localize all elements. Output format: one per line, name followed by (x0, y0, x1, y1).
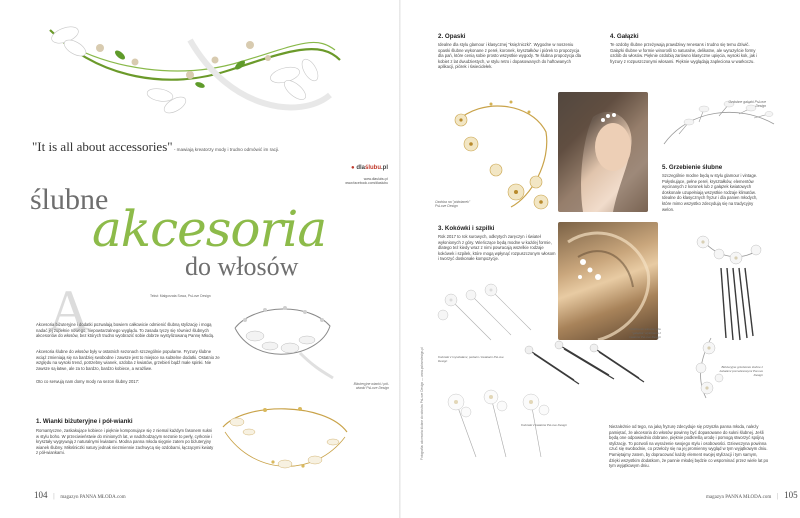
title-line-3: do włosów (185, 252, 299, 281)
photo-credit-vertical: Fotografia: akcesoria ślubne do włosów PsLove Design — www.pslovedesign.pl (420, 347, 424, 460)
intro-paragraph-3: Oto co serwują nam domy mody na sezon ślubny 2017: (36, 379, 140, 384)
section-3-heading: 3. Kokówki i szpilki (438, 225, 495, 232)
drop-cap-letter: A (48, 278, 90, 343)
left-page-number: 104 (34, 490, 48, 500)
section-1-text: Romantyczne, zaskakujące kobiece i pięknie komponujące się z niemal każdym fasonem sukni w stylu boho. W przeciwieństwie do minionych lat, w nadchodzącym sezonie to perły, cyrkonie i kryształy wygrywają z naturalnymi kwiatami. Modna panna młoda sięgnie zatem po biżuteryjny wianek ślubny. Miłośniczki natury jednak niezmiennie zachwycą się ozdobami, łączącymi kwiaty z pół-wiankami. (36, 428, 214, 456)
caption-headband: Ozdoba na "półwianek" PsLove Design (435, 200, 471, 209)
brand-block (318, 165, 388, 185)
pull-quote (32, 138, 392, 156)
section-2-heading: 2. Opaski (438, 33, 466, 40)
intro-column (36, 322, 222, 385)
quote-text: "It is all about accessories" (32, 139, 173, 154)
section-2-text: Idealne dla stylu glamour i klasycznej "księżniczki". Wygodne w noszeniu opaski ślubne wykonane z pereł, koronek, kryształków i piórek to propozycja dla pań, które cenią sobie prosto wszystkie wygody. Te ślubna propozycja dla kobiet z lat dwudziestych, w stylu retro i dopasowanych do haftowanych aplikacji, piórek i świecidełek. (438, 42, 581, 70)
right-magazine-name: magazyn PANNA MŁODA.com (706, 495, 772, 500)
caption-crystal-pins: Kokówki z kryształami, perłami i kwiatami PsLove Design (438, 355, 504, 363)
caption-silver-wreath: Biżuteryjne wianki i pół-wianki PsLove Design (353, 382, 389, 391)
caption-hair-branch: Ozdoba do włosów typu "gałązka" wykonana z kwiatów PsLove Design (629, 327, 661, 339)
left-magazine-name: magazyn PANNA MŁODA.com (60, 495, 126, 500)
section-5-text: Szczególnie modne będą w stylu glamour i vintage. Połyskujące, pełne pereł, kryształków, elementów wycinanych z koronek lub z gałązek kwiatowych doskonale uzupełniają wszystkie rodzaje klimatów. Idealne do klasycznych fryzur i dla panien młodych, które mimo wszystko zdecydują się na tradycyjny welon. (662, 173, 758, 212)
quote-tail: - mawiają kreatorzy mody i trudno odmówić im racji. (172, 147, 280, 152)
hair-detail-drawing (558, 222, 658, 340)
gold-wreath-image (215, 392, 355, 492)
title-line-2: akcesoria (92, 200, 327, 258)
bride-profile-photo (558, 92, 648, 212)
section-4-heading: 4. Gałązki (610, 33, 639, 40)
title-line-1: ślubne (30, 183, 109, 216)
section-3-text: Rok 2017 to rok surowych, odkrytych zaręczyn i świateł wyłonionych z góry. Wieńczące będą modne w każdej formie, dlatego też kiedy wraz z nimi powracają wszelkie rodzaje kokówek i szpilek, które mogą wpłynąć rozpuszczonym włosom i tworzyć doskonałe kompozycje. (438, 234, 556, 262)
caption-flower-pins: Kokówki z kwiatów PsLove Design (521, 423, 568, 427)
section-1-heading: 1. Wianki biżuteryjne i pół-wianki (36, 418, 133, 425)
right-page (401, 0, 800, 518)
left-page-footer: 104 | magazyn PANNA MŁODA.com (34, 490, 126, 500)
bride-hair-photo (558, 222, 658, 340)
intro-paragraph-2: Akcesoria ślubne do włosów były w ostatnich sezonach szczególnie popularne. Fryzury ślubne wciąż zmieniają się na bardziej swobodne i zawsze jest to miejsce na subtelne dodatki. Ostatnio ze względu na wysoki trend, potrzebny wianek, ozdoba z kwiatów, grzebień bądź małe spinki. Nie zawsze są łatwe, ale za to bardzo, bardzo kobiece, a wrażliwe. (36, 349, 220, 371)
silver-wreath-image (225, 298, 337, 380)
left-page (0, 0, 399, 518)
caption-branch: Ozdobne gałązki PsLove Design (728, 100, 766, 109)
closing-paragraph: Niezależnie od tego, na jaką fryzurę zdecyduje się przyszła panna młoda, należy pamiętać, że akcesoria do włosów powinny być dopasowane do sukni ślubnej. Jeśli będą one odpowiednio dobrane, pięknie podkreślą urodę i pomogą stworzyć spójną stylizację. To pozwoli na wyrażenie swojego stylu i osobowości. Dziewczyna powinna czuć się swobodnie, co przełoży się na jej promienny wygląd w tym wyjątkowym dniu. Pamiętajmy zatem, by dopracować każdy element swojej stylizacji i tym samym, dzięki wszystkim dodatkom, że pannie młodej będzie co wspominać przez wiele lat po tym wyjątkowym dniu. (609, 424, 769, 469)
brand-logo: ● dlaślubu.pl (351, 165, 388, 171)
wreath-hero-image (40, 0, 350, 130)
caption-comb: Biżuteryjne grzebienie ślubne z kwiatami porcelanowymi PsLove Design (719, 365, 763, 377)
right-page-footer: magazyn PANNA MŁODA.com | 105 (706, 490, 798, 500)
article-credit: Tekst: Małgorzata Sowa, PsLove Design (150, 294, 211, 298)
bride-figure-drawing (558, 92, 648, 212)
brand-url[interactable]: www.dlaslubu.pl (363, 177, 388, 181)
section-5-heading: 5. Grzebienie ślubne (662, 164, 723, 171)
gold-headband-image (441, 92, 556, 217)
section-4-text: Te ozdoby ślubne przeżywają prawdziwy renesans i trudno się temu dziwić. Gałązki ślubne w formie winorośli to naturalne, delikatne, ale wyrazyście formy ozdób do włosów. Pięknie ozdobią zarówno klasyczne upięcia, wysoki kok, jak i fryzury z rozpuszczonymi włosami. Pięknie wyglądają zapleciona w warkoczu. (610, 42, 758, 64)
brand-facebook[interactable]: www.facebook.com/dlaslubu (345, 181, 388, 185)
intro-paragraph-1: Akcesoria biżuteryjne i dodatki pozwalają bowiem całkowicie odmienić ślubną stylizację i mogą nadać jej zupełnie nowego, niepowtarzalnego wyglądu. To zasada tyczy się również ślubnych akcesoriów do włosów, bez których trudno wyobrazić sobie dobrze wystylizowaną Pannę Młodą. (36, 322, 215, 339)
right-page-number: 105 (784, 490, 798, 500)
